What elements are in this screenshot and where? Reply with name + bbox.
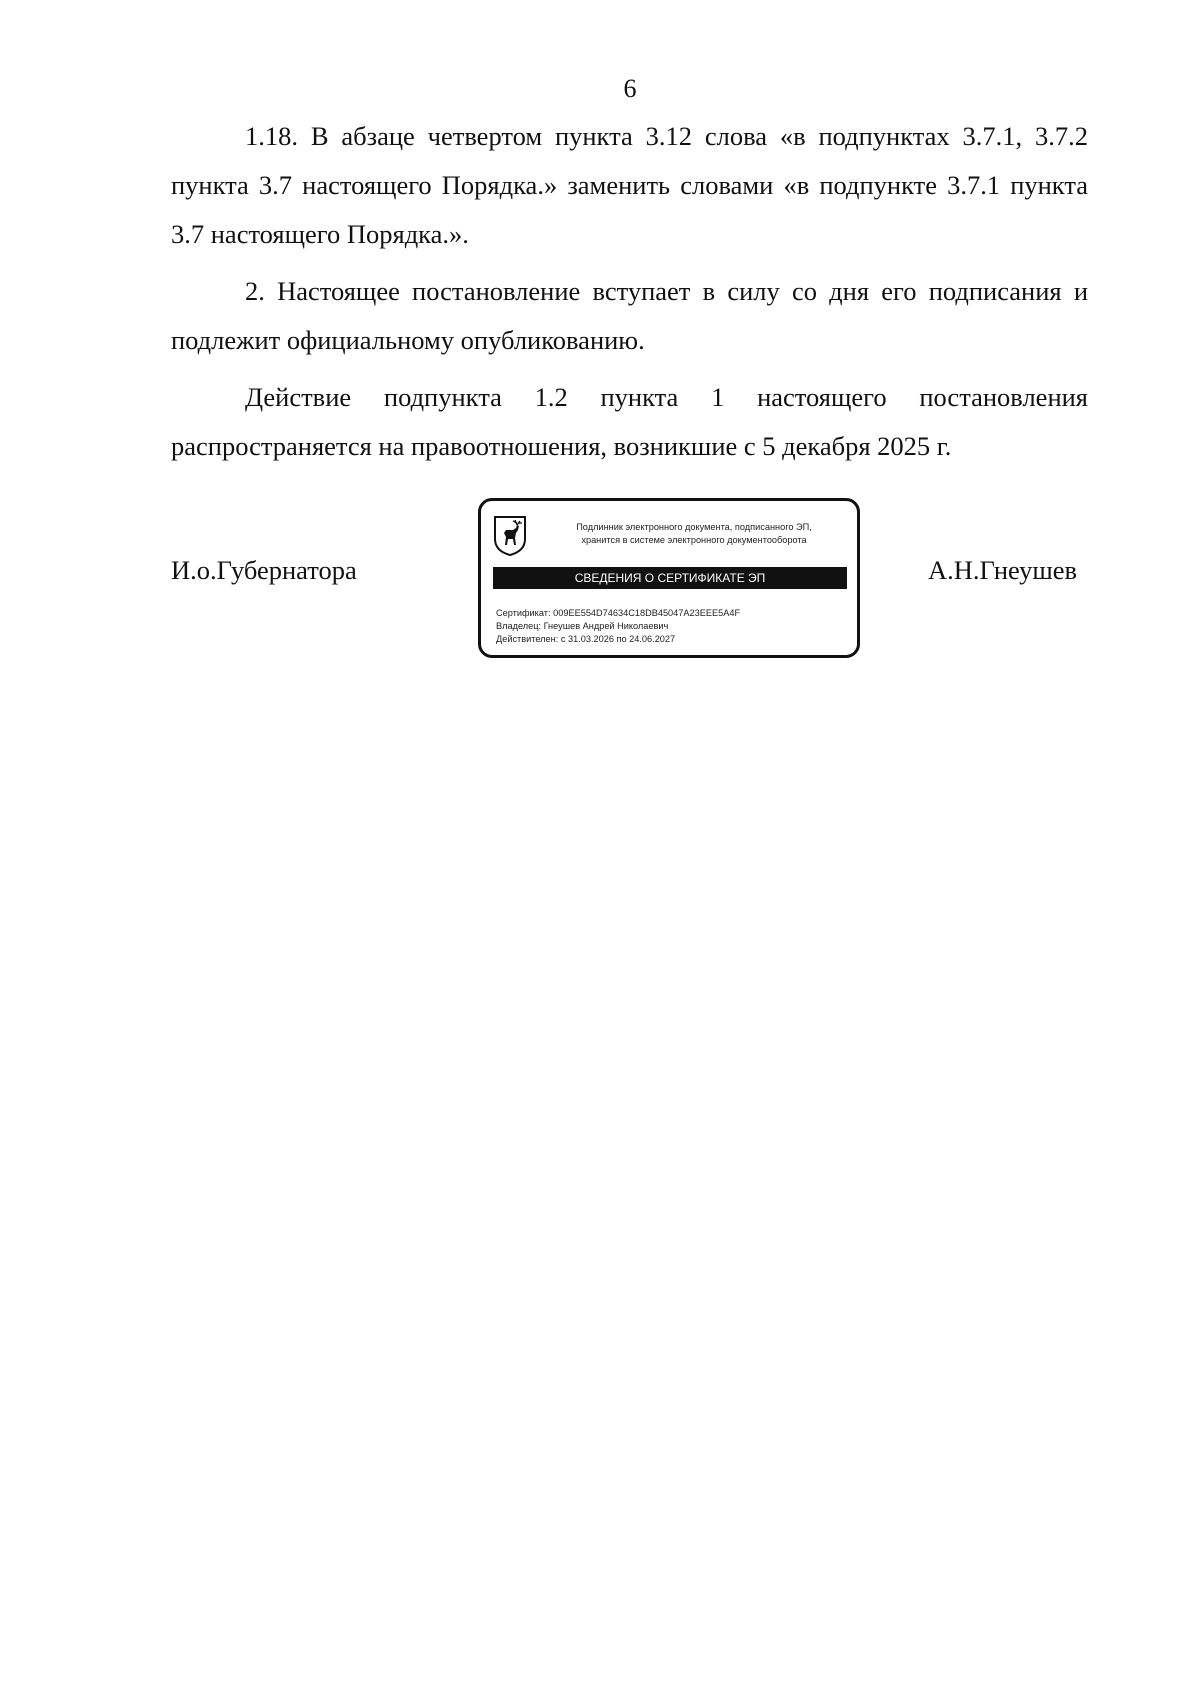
stamp-note-line-1: Подлинник электронного документа, подписанного ЭП, bbox=[576, 522, 812, 532]
stamp-note-line-2: хранится в системе электронного документооборота bbox=[581, 535, 807, 545]
signatory-name: А.Н.Гнеушев bbox=[928, 555, 1078, 585]
paragraph-retroactive-effect: Действие подпункта 1.2 пункта 1 настоящего постановления распространяется на правоотношения, возникшие с 5 декабря 2025 г. bbox=[171, 382, 1088, 461]
page-number: 6 bbox=[623, 74, 637, 103]
stamp-header: СВЕДЕНИЯ О СЕРТИФИКАТЕ ЭП bbox=[493, 567, 847, 589]
electronic-signature-stamp bbox=[478, 498, 860, 658]
certificate-owner: Владелец: Гнеушев Андрей Николаевич bbox=[496, 621, 669, 631]
nizhny-novgorod-deer-coat-of-arms-icon bbox=[493, 515, 527, 557]
document-body bbox=[171, 112, 1088, 479]
paragraph-amendment: 1.18. В абзаце четвертом пункта 3.12 слова «в подпунктах 3.7.1, 3.7.2 пункта 3.7 настоящего Порядка.» заменить словами «в подпункте 3.7.1 пункта 3.7 настоящего Порядка.». bbox=[171, 121, 1088, 249]
stamp-certificate-details bbox=[496, 607, 740, 646]
signatory-position: И.о.Губернатора bbox=[171, 555, 357, 585]
certificate-number: Сертификат: 009EE554D74634C18DB45047A23EEE5A4F bbox=[496, 608, 741, 618]
paragraph-effective-date: 2. Настоящее постановление вступает в силу со дня его подписания и подлежит официальному опубликованию. bbox=[171, 276, 1088, 355]
stamp-storage-note bbox=[541, 521, 847, 547]
certificate-validity: Действителен: с 31.03.2026 по 24.06.2027 bbox=[496, 634, 676, 644]
